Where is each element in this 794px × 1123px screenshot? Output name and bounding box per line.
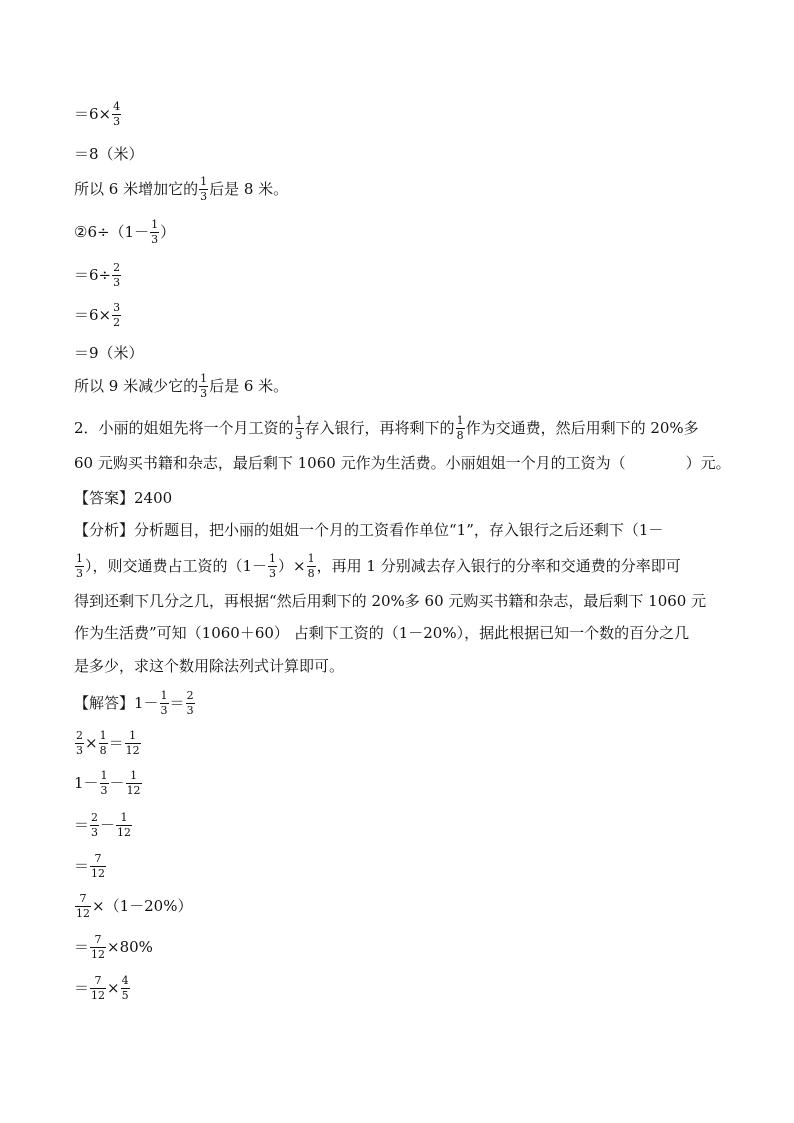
fraction-denominator: 3 xyxy=(151,232,159,246)
text-run: 作为交通费，然后用剩下的 20%多 xyxy=(465,419,699,437)
fraction-denominator: 3 xyxy=(76,566,83,580)
text-run: 所以 9 米减少它的 xyxy=(74,377,199,395)
text-run: ＝ xyxy=(108,734,124,752)
text-run: 60 元购买书籍和杂志，最后剩下 1060 元作为生活费。小丽姐姐一个月的工资为（ ）元。 xyxy=(74,454,731,472)
fraction xyxy=(456,415,465,442)
fraction-denominator: 3 xyxy=(91,825,99,839)
fraction-numerator: 7 xyxy=(94,932,102,946)
fraction-numerator: 1 xyxy=(200,371,208,385)
fraction-numerator: 1 xyxy=(160,688,168,702)
fraction-numerator: 1 xyxy=(151,217,159,231)
fraction-numerator: 1 xyxy=(99,728,107,742)
text-line xyxy=(74,517,663,543)
fraction-numerator: 1 xyxy=(295,413,303,427)
fraction-numerator: 2 xyxy=(186,688,194,702)
text-line xyxy=(74,219,175,245)
fraction xyxy=(90,934,106,961)
fraction-denominator: 8 xyxy=(456,428,464,442)
fraction xyxy=(160,690,169,717)
fraction-denominator: 12 xyxy=(91,947,106,961)
text-run: 后是 6 米。 xyxy=(209,377,289,395)
fraction-denominator: 5 xyxy=(121,988,129,1002)
text-run: ②6÷（1－ xyxy=(74,223,150,241)
fraction-numerator: 1 xyxy=(129,728,137,742)
fraction-numerator: 1 xyxy=(456,413,464,427)
fraction-numerator: 1 xyxy=(200,174,208,188)
text-line xyxy=(74,415,699,441)
fraction-denominator: 3 xyxy=(113,275,121,289)
text-line xyxy=(74,340,144,366)
fraction-denominator: 3 xyxy=(295,428,303,442)
text-line xyxy=(74,553,681,579)
fraction xyxy=(75,553,84,580)
text-run: ＝6× xyxy=(74,105,112,123)
fraction xyxy=(121,975,130,1002)
text-run: ），则交通费占工资的（1－ xyxy=(85,557,268,575)
fraction-numerator: 1 xyxy=(120,810,128,824)
fraction xyxy=(268,553,277,580)
fraction xyxy=(112,262,121,289)
fraction-denominator: 2 xyxy=(113,315,121,329)
fraction xyxy=(99,730,108,757)
fraction-numerator: 1 xyxy=(130,768,138,782)
fraction-denominator: 12 xyxy=(76,906,90,920)
text-run: ＝ xyxy=(169,694,185,712)
fraction-denominator: 3 xyxy=(100,783,108,797)
fraction-denominator: 3 xyxy=(186,703,194,717)
fraction-numerator: 7 xyxy=(94,973,102,987)
text-run: × xyxy=(85,734,98,752)
text-run: ＝ xyxy=(74,938,90,956)
text-line xyxy=(74,101,122,127)
fraction xyxy=(90,812,99,839)
text-run: ，再用 1 分别减去存入银行的分率和交通费的分率即可 xyxy=(316,557,681,575)
fraction-numerator: 1 xyxy=(100,768,108,782)
text-line xyxy=(74,141,144,167)
fraction xyxy=(186,690,195,717)
text-run: 后是 8 米。 xyxy=(209,180,289,198)
fraction-numerator: 1 xyxy=(76,551,83,565)
fraction-denominator: 12 xyxy=(125,743,140,757)
text-line xyxy=(74,934,153,960)
text-line xyxy=(74,690,196,716)
text-line xyxy=(74,893,192,919)
text-run: 【答案】2400 xyxy=(74,489,173,507)
text-run: ＝ xyxy=(74,979,90,997)
text-run: 所以 6 米增加它的 xyxy=(74,180,199,198)
text-run: ×（1－20%） xyxy=(92,897,193,915)
text-run: 是多少，求这个数用除法列式计算即可。 xyxy=(74,657,345,675)
fraction xyxy=(90,975,106,1002)
fraction-denominator: 8 xyxy=(307,566,315,580)
text-run: ）× xyxy=(278,557,306,575)
text-line xyxy=(74,450,731,476)
text-line xyxy=(74,812,133,838)
fraction-denominator: 8 xyxy=(99,743,107,757)
fraction xyxy=(100,770,109,797)
fraction-numerator: 2 xyxy=(91,810,99,824)
fraction xyxy=(295,415,304,442)
fraction xyxy=(75,730,84,757)
fraction xyxy=(199,373,208,400)
text-run: 作为生活费”可知（1060＋60） 占剩下工资的（1－20%），据此根据已知一个数的百分之几 xyxy=(74,624,690,642)
text-run: 【解答】1－ xyxy=(74,694,159,712)
fraction-numerator: 2 xyxy=(113,260,121,274)
fraction xyxy=(112,302,121,329)
fraction-numerator: 2 xyxy=(76,728,83,742)
fraction-denominator: 3 xyxy=(76,743,83,757)
text-line xyxy=(74,176,288,202)
fraction-numerator: 4 xyxy=(121,973,129,987)
fraction xyxy=(307,553,316,580)
fraction-denominator: 3 xyxy=(200,189,208,203)
text-run: × xyxy=(107,979,120,997)
text-run: ＝6× xyxy=(74,306,112,324)
text-line xyxy=(74,302,122,328)
text-run: 【分析】分析题目，把小丽的姐姐一个月的工资看作单位“1”，存入银行之后还剩下（1－ xyxy=(74,521,664,539)
text-run: 2．小丽的姐姐先将一个月工资的 xyxy=(74,419,294,437)
text-run: ＝8（米） xyxy=(74,145,144,163)
fraction-numerator: 1 xyxy=(307,551,315,565)
fraction-numerator: 4 xyxy=(113,99,121,113)
text-run: 存入银行，再将剩下的 xyxy=(304,419,455,437)
text-run: ×80% xyxy=(107,938,153,956)
text-line xyxy=(74,620,689,646)
text-line xyxy=(74,653,344,679)
text-line xyxy=(74,262,122,288)
text-line xyxy=(74,853,107,879)
fraction xyxy=(125,730,141,757)
fraction xyxy=(126,770,142,797)
fraction-denominator: 3 xyxy=(113,114,121,128)
text-run: 得到还剩下几分之几，再根据“然后用剩下的 20%多 60 元购买书籍和杂志，最后剩下 1060 元 xyxy=(74,592,707,610)
text-run: ＝ xyxy=(74,816,90,834)
fraction-denominator: 3 xyxy=(200,386,208,400)
text-run: ＝ xyxy=(74,857,90,875)
text-line xyxy=(74,770,143,796)
text-line xyxy=(74,373,288,399)
text-line xyxy=(74,485,172,511)
fraction xyxy=(150,219,159,246)
fraction xyxy=(116,812,132,839)
text-line xyxy=(74,730,142,756)
fraction xyxy=(75,893,91,920)
text-run: － xyxy=(109,774,125,792)
fraction-denominator: 12 xyxy=(126,783,141,797)
text-run: 1－ xyxy=(74,774,99,792)
text-run: ） xyxy=(160,223,176,241)
text-run: ＝9（米） xyxy=(74,344,144,362)
text-line xyxy=(74,975,131,1001)
fraction-denominator: 3 xyxy=(160,703,168,717)
fraction-numerator: 3 xyxy=(113,300,121,314)
fraction-denominator: 12 xyxy=(91,988,106,1002)
fraction xyxy=(90,853,106,880)
text-run: ＝6÷ xyxy=(74,266,112,284)
fraction-denominator: 12 xyxy=(117,825,132,839)
fraction xyxy=(199,176,208,203)
text-line xyxy=(74,588,706,614)
text-run: － xyxy=(100,816,116,834)
fraction xyxy=(112,101,121,128)
fraction-denominator: 12 xyxy=(91,866,106,880)
fraction-denominator: 3 xyxy=(269,566,277,580)
fraction-numerator: 7 xyxy=(79,891,87,905)
fraction-numerator: 1 xyxy=(269,551,277,565)
fraction-numerator: 7 xyxy=(94,851,102,865)
